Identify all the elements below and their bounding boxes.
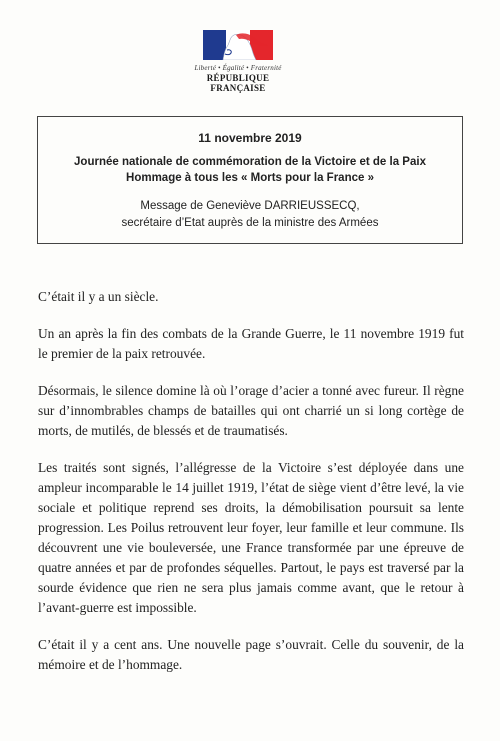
republic-motto: Liberté • Égalité • Fraternité [194, 64, 282, 72]
title-box [37, 116, 463, 244]
event-title: Journée nationale de commémoration de la Victoire et de la Paix [74, 156, 426, 168]
author-role: secrétaire d’Etat auprès de la ministre des Armées [121, 217, 379, 229]
paragraph: Désormais, le silence domine là où l’orage d’acier a tonné avec fureur. Il règne sur d’innombrables champs de batailles qui ont charrié un si long cortège de morts, de mutilés, de blessés et de traumatisés. [38, 383, 464, 438]
paragraph: C’était il y a cent ans. Une nouvelle page s’ouvrait. Celle du souvenir, de la mémoire et de l’hommage. [38, 637, 464, 672]
paragraph: Un an après la fin des combats de la Grande Guerre, le 11 novembre 1919 fut le premier de la paix retrouvée. [38, 326, 464, 361]
event-date: 11 novembre 2019 [198, 131, 302, 145]
paragraph: Les traités sont signés, l’allégresse de la Victoire s’est déployée dans une ampleur incomparable le 14 juillet 1919, l’état de siège vient d’être levé, la vie sociale et politique reprend ses droits, la démobilisation poursuit sa lente progression. Les Poilus retrouvent leur foyer, leur famille et leur commune. Ils découvrent une vie bouleversée, une France transformée par une épreuve de quatre années et par de profondes séquelles. Partout, le pays est traversé par la sourde évidence que rien ne sera plus jamais comme avant, que le retour à l’avant-guerre est impossible. [38, 460, 464, 615]
speech-body [38, 287, 464, 692]
event-subtitle: Hommage à tous les « Morts pour la France » [126, 172, 374, 184]
message-author: Message de Geneviève DARRIEUSSECQ, [140, 200, 360, 212]
republic-name: RÉPUBLIQUE FRANÇAISE [206, 73, 270, 93]
marianne-flag-icon [203, 30, 273, 60]
marianne-logo [188, 30, 288, 93]
paragraph: C’était il y a un siècle. [38, 289, 159, 304]
